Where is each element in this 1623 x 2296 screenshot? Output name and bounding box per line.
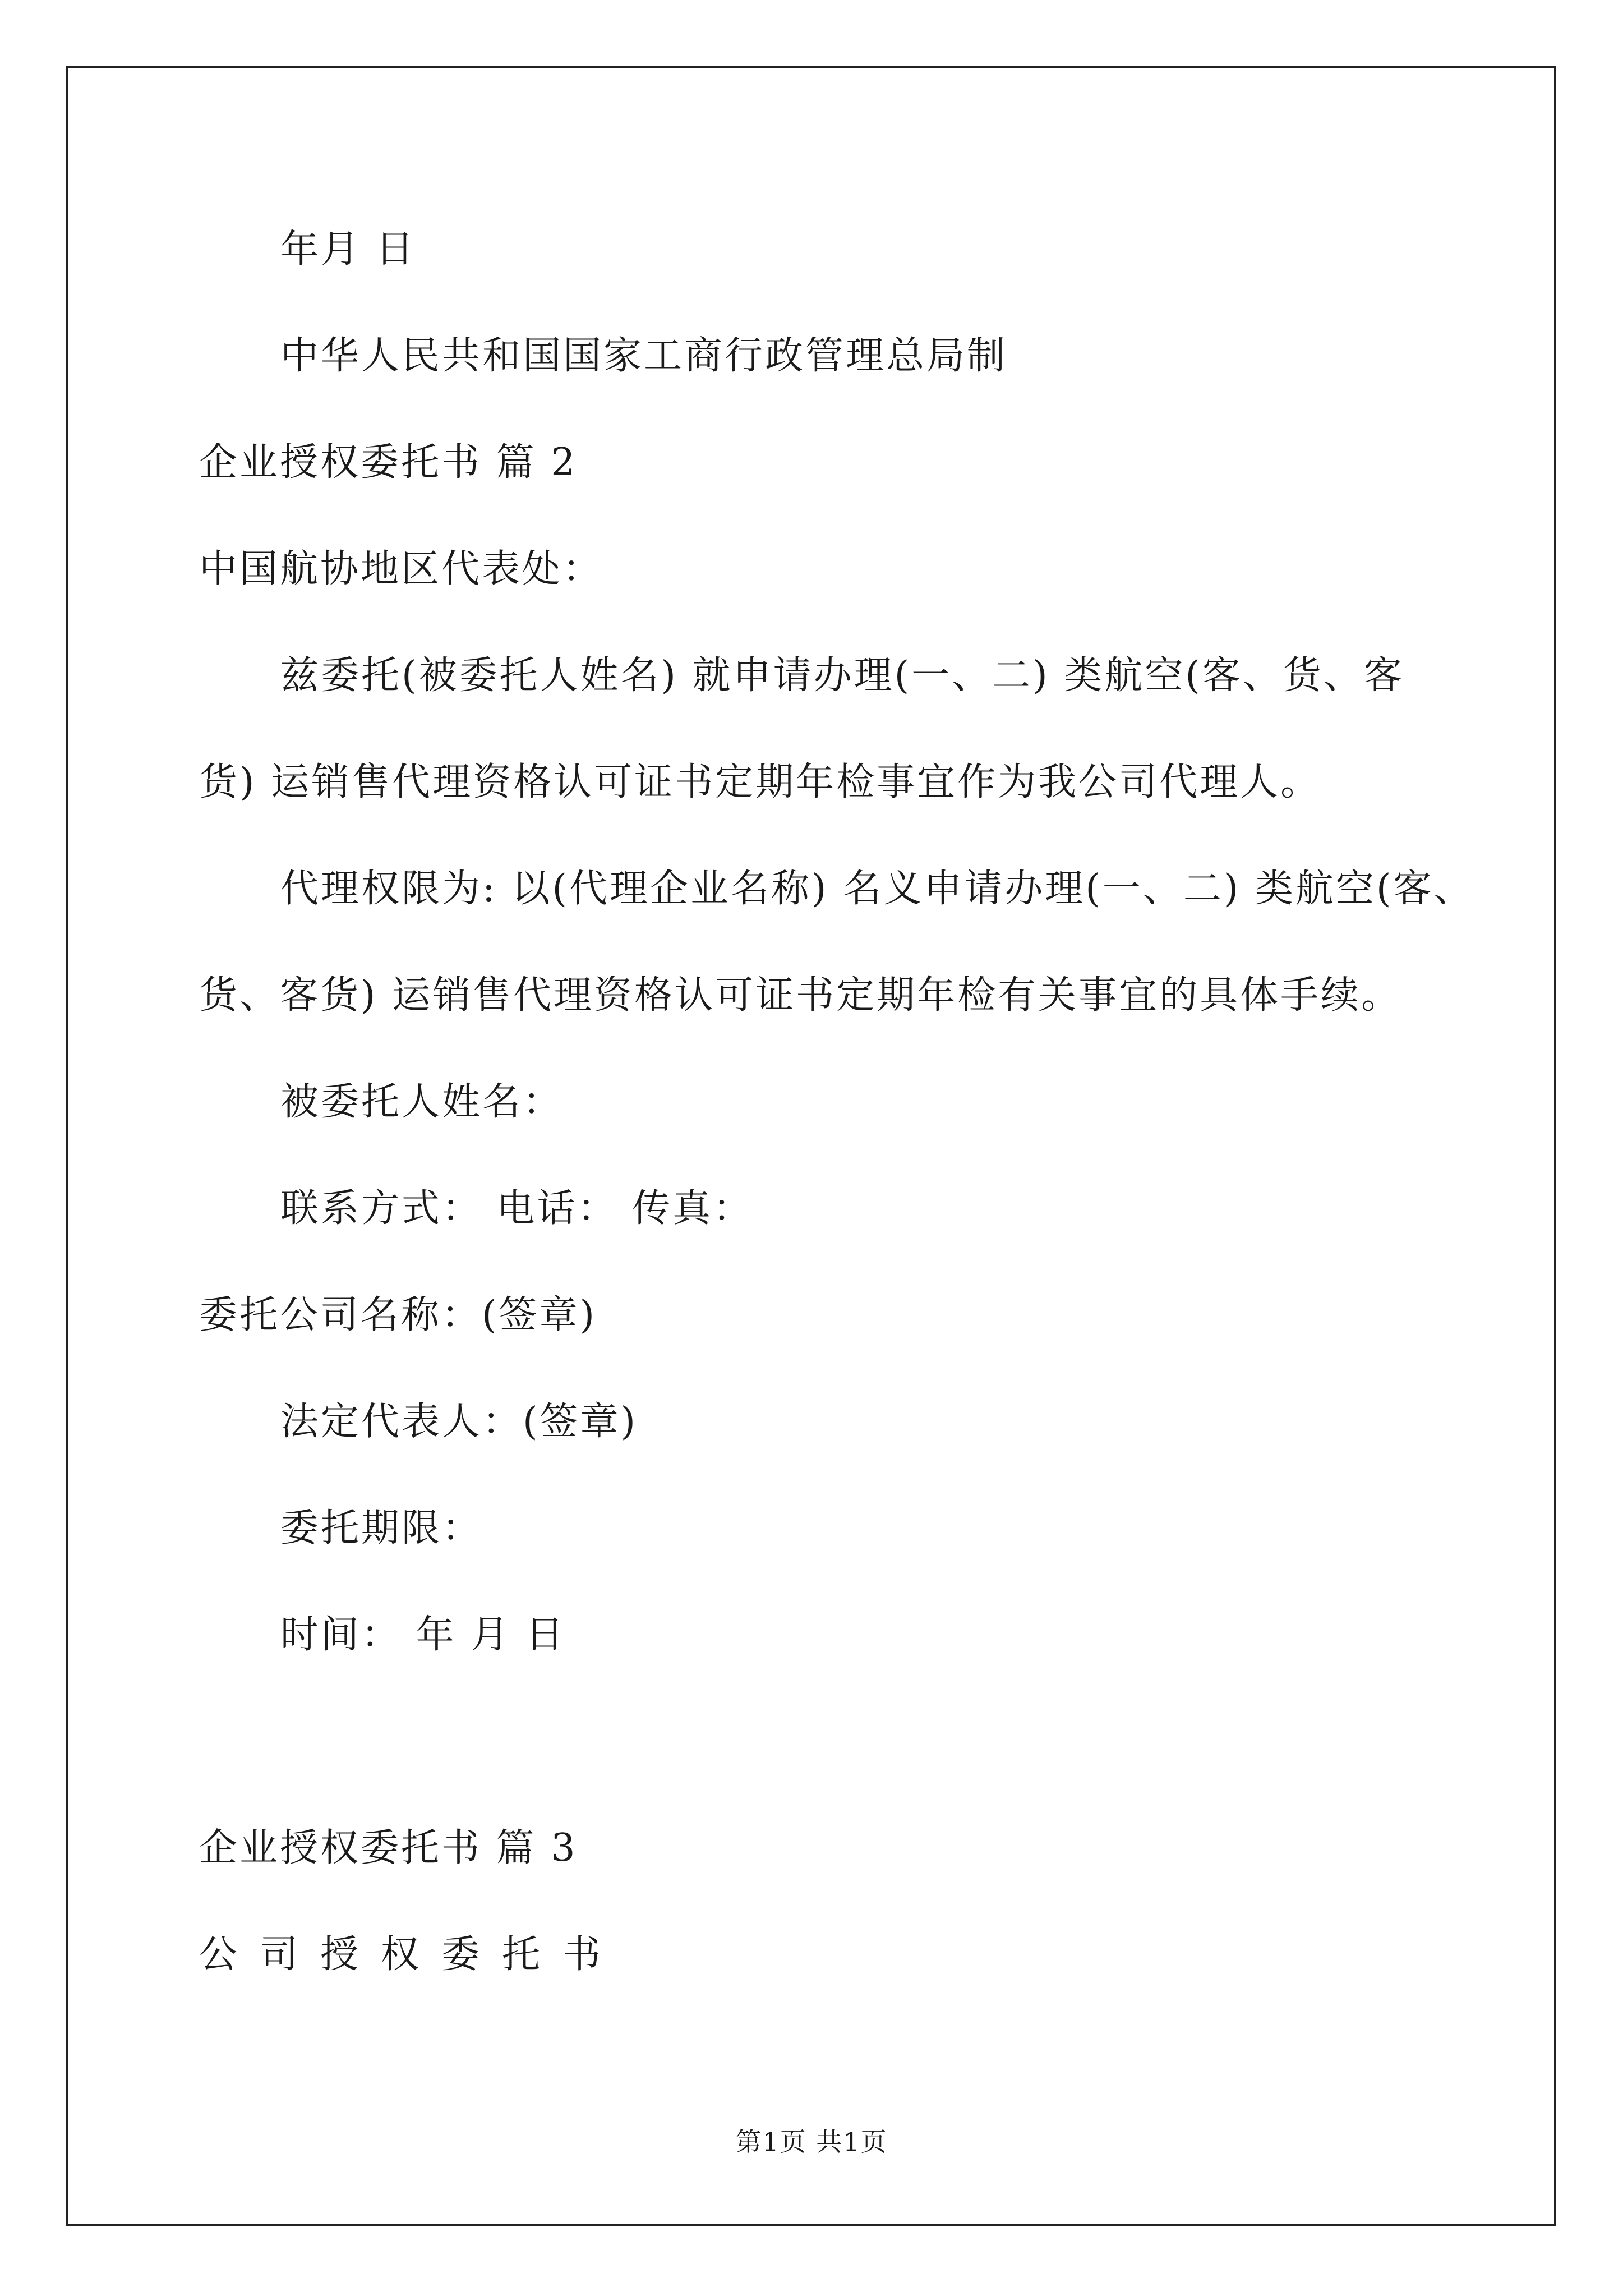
trustee-name-field: 被委托人姓名： (280, 1080, 564, 1124)
date-line: 年月 日 (280, 227, 416, 272)
section-heading-3: 企业授权委托书 篇 3 (199, 1826, 578, 1870)
body-paragraph-2a: 代理权限为: 以(代理企业名称) 名义申请办理(一、二) 类航空(客、 (280, 867, 1474, 911)
legal-rep-field: 法定代表人：(签章) (280, 1400, 638, 1444)
issuer-line: 中华人民共和国国家工商行政管理总局制 (280, 334, 1008, 378)
body-paragraph-1a: 兹委托(被委托人姓名) 就申请办理(一、二) 类航空(客、货、客 (280, 654, 1404, 698)
page-border (66, 66, 1556, 2226)
addressee-line: 中国航协地区代表处： (199, 547, 603, 591)
time-field: 时间： 年 月 日 (280, 1613, 566, 1657)
section-heading-2: 企业授权委托书 篇 2 (199, 440, 578, 485)
body-paragraph-2b: 货、客货) 运销售代理资格认可证书定期年检有关事宜的具体手续。 (199, 973, 1402, 1018)
body-paragraph-1b: 货) 运销售代理资格认可证书定期年检事宜作为我公司代理人。 (199, 760, 1321, 804)
page-footer: 第1页 共1页 (735, 2127, 888, 2157)
contact-field: 联系方式： 电话： 传真： (280, 1186, 754, 1231)
term-field: 委托期限： (280, 1506, 483, 1550)
letter-title: 公司授权委托书 (199, 1932, 624, 1977)
company-name-field: 委托公司名称：(签章) (199, 1293, 597, 1337)
